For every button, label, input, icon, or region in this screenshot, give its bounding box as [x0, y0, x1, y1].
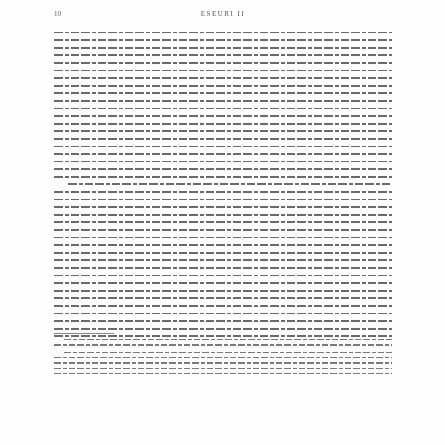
- footnote-line: [54, 338, 392, 341]
- text-line: [54, 288, 392, 293]
- text-line: [54, 38, 392, 43]
- text-line: [54, 114, 392, 119]
- footnote-line: [54, 367, 392, 370]
- text-line: [54, 45, 392, 50]
- text-line: [54, 319, 392, 324]
- text-line: [54, 205, 392, 210]
- text-line: [54, 197, 392, 202]
- main-text: [54, 30, 392, 341]
- footnote-gap: [54, 378, 392, 380]
- text-line: [54, 281, 392, 286]
- page-header: [54, 10, 392, 20]
- text-line: [54, 98, 392, 103]
- text-line: [54, 258, 392, 263]
- footnote-line: [54, 356, 392, 359]
- footnotes: [54, 338, 392, 380]
- text-line: [54, 212, 392, 217]
- text-line: [54, 243, 392, 248]
- text-line: [54, 174, 392, 179]
- page-number: 10: [54, 10, 61, 18]
- footnote-separator: [54, 333, 114, 334]
- text-line: [54, 167, 392, 172]
- text-line: [54, 159, 392, 164]
- text-line: [54, 303, 392, 308]
- text-line: [54, 106, 392, 111]
- text-line: [54, 273, 392, 278]
- text-line: [54, 91, 392, 96]
- text-line: [54, 68, 392, 73]
- text-line: [54, 311, 392, 316]
- text-line: [54, 121, 392, 126]
- text-line: [54, 83, 392, 88]
- text-line: [54, 296, 392, 301]
- running-title: ESEURI II: [200, 10, 246, 18]
- text-line: [54, 235, 392, 240]
- footnote-line: [54, 372, 392, 375]
- text-line: [54, 265, 392, 270]
- text-line: [54, 326, 392, 331]
- text-line: [54, 182, 392, 187]
- text-line: [54, 189, 392, 194]
- text-line: [54, 250, 392, 255]
- text-line: [54, 30, 392, 35]
- text-line: [54, 76, 392, 81]
- text-line: [54, 129, 392, 134]
- text-line: [54, 220, 392, 225]
- text-line: [54, 60, 392, 65]
- text-line: [54, 227, 392, 232]
- footnote-line: [54, 343, 392, 346]
- text-line: [54, 136, 392, 141]
- text-line: [54, 53, 392, 58]
- text-line: [54, 144, 392, 149]
- footnote-line: [54, 362, 392, 365]
- footnote-line: [54, 351, 392, 354]
- text-line: [54, 152, 392, 157]
